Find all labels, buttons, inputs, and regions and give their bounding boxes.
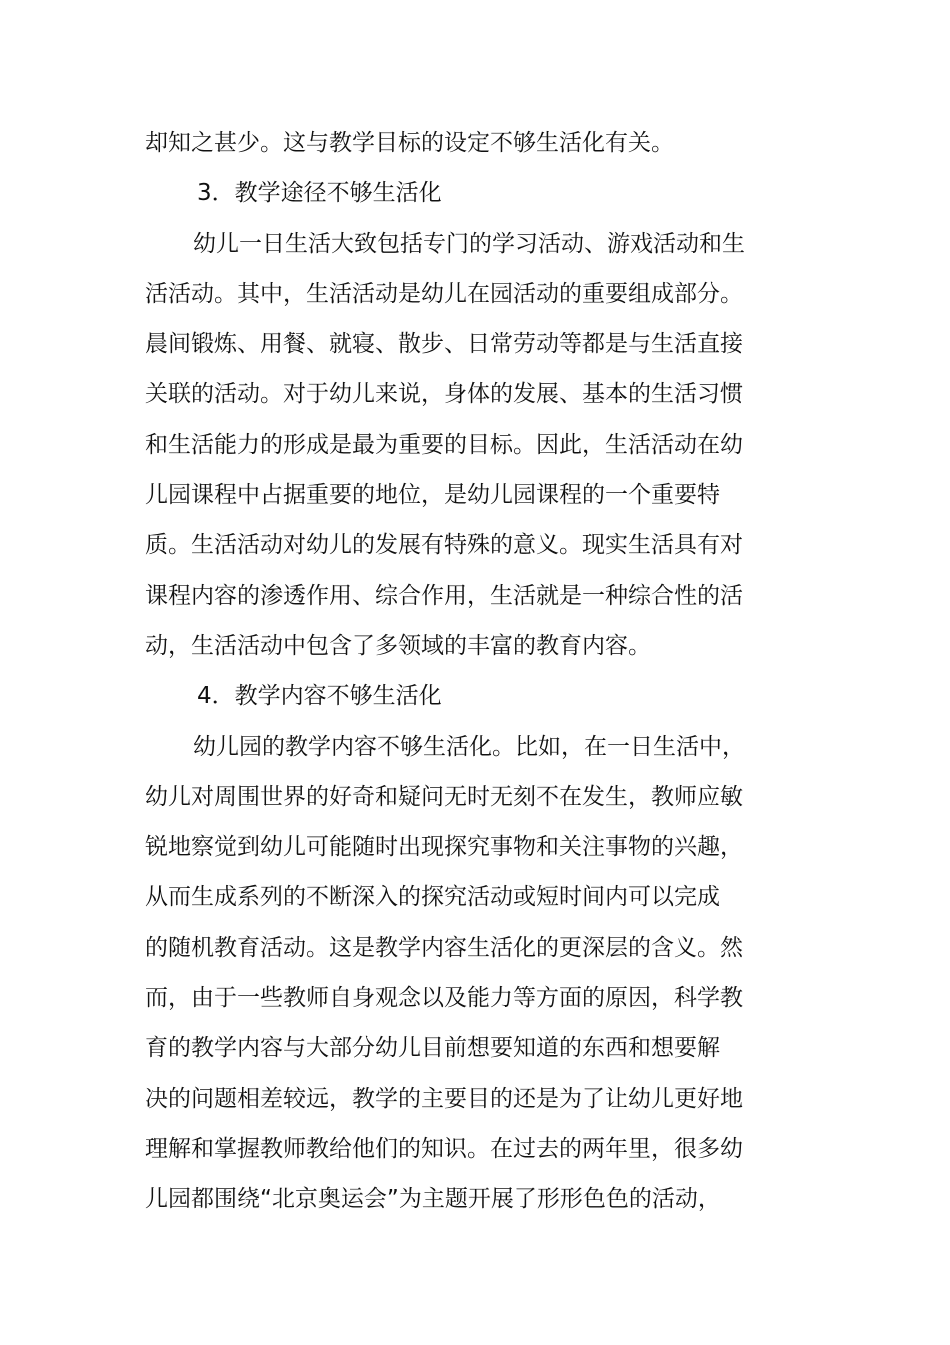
section-heading-3: 3．教学途径不够生活化 (197, 180, 442, 207)
text-line: 而，由于一些教师自身观念以及能力等方面的原因，科学教 (145, 985, 743, 1012)
text-line: 决的问题相差较远，教学的主要目的还是为了让幼儿更好地 (145, 1085, 743, 1112)
text-line: 锐地察觉到幼儿可能随时出现探究事物和关注事物的兴趣， (145, 834, 743, 861)
section-heading-4: 4．教学内容不够生活化 (197, 683, 442, 710)
text-line: 课程内容的渗透作用、综合作用，生活就是一种综合性的活 (145, 582, 743, 609)
text-line: 质。生活活动对幼儿的发展有特殊的意义。现实生活具有对 (145, 532, 743, 559)
text-line: 却知之甚少。这与教学目标的设定不够生活化有关。 (145, 130, 674, 156)
text-line: 从而生成系列的不断深入的探究活动或短时间内可以完成 (145, 884, 720, 911)
text-line: 幼儿对周围世界的好奇和疑问无时无刻不在发生，教师应敏 (145, 783, 743, 810)
text-line: 育的教学内容与大部分幼儿目前想要知道的东西和想要解 (145, 1035, 720, 1062)
text-line: 的随机教育活动。这是教学内容生活化的更深层的含义。然 (145, 934, 743, 961)
text-line: 动，生活活动中包含了多领域的丰富的教育内容。 (145, 632, 651, 659)
text-line: 晨间锻炼、用餐、就寝、散步、日常劳动等都是与生活直接 (145, 331, 743, 358)
text-line: 儿园都围绕“北京奥运会”为主题开展了形形色色的活动， (145, 1186, 721, 1213)
body-text (145, 118, 755, 1225)
text-line: 和生活能力的形成是最为重要的目标。因此，生活活动在幼 (145, 431, 743, 458)
text-line: 活活动。其中，生活活动是幼儿在园活动的重要组成部分。 (145, 280, 743, 307)
paragraph-start: 幼儿园的教学内容不够生活化。比如，在一日生活中， (193, 733, 745, 760)
paragraph-start: 幼儿一日生活大致包括专门的学习活动、游戏活动和生 (193, 230, 745, 257)
text-line: 儿园课程中占据重要的地位，是幼儿园课程的一个重要特 (145, 482, 720, 509)
text-line: 关联的活动。对于幼儿来说，身体的发展、基本的生活习惯 (145, 381, 743, 408)
text-line: 理解和掌握教师教给他们的知识。在过去的两年里，很多幼 (145, 1135, 743, 1162)
